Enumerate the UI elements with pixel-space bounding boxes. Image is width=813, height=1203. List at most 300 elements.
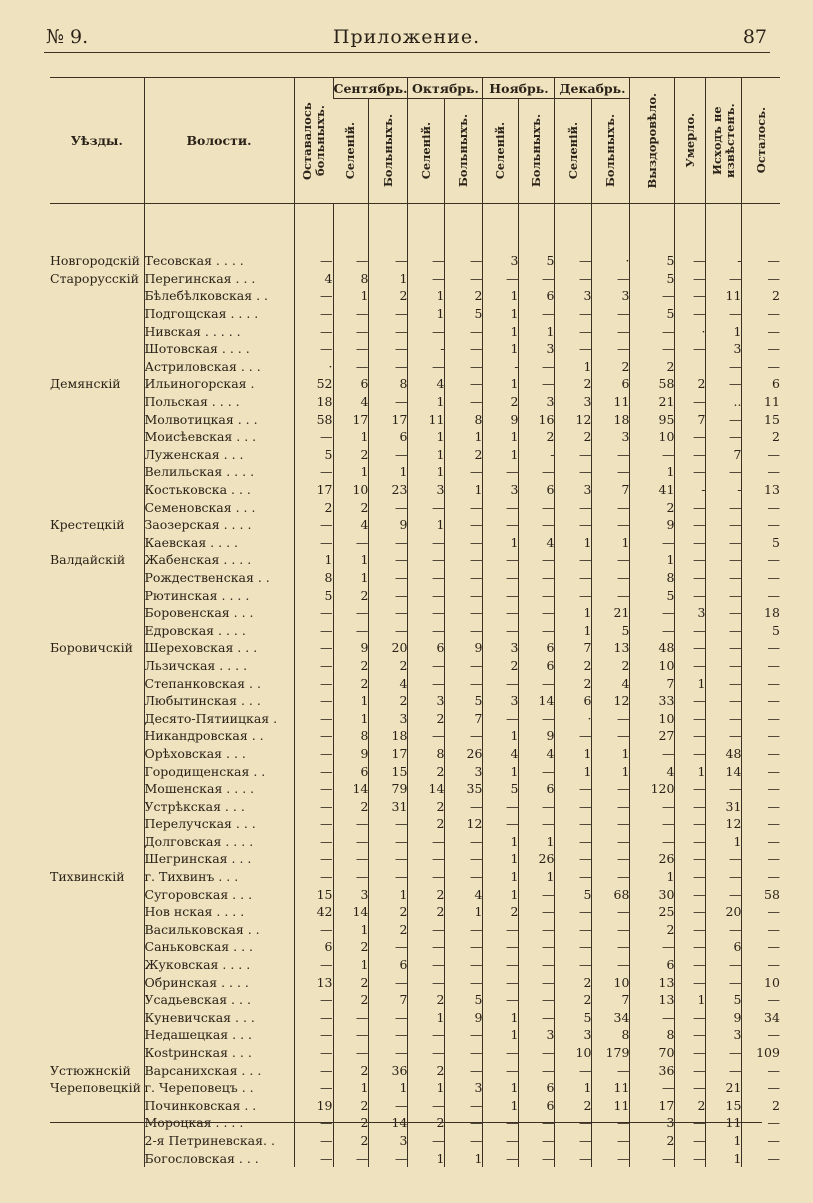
header-month-dec: Декабрь. xyxy=(555,78,630,99)
cell-value: — xyxy=(333,305,369,323)
cell-volost: Льзичская . . . . xyxy=(144,657,294,675)
cell-value: 3 xyxy=(333,885,369,903)
cell-value: 7 xyxy=(630,674,675,692)
cell-value: — xyxy=(445,340,483,358)
cell-value: — xyxy=(483,1114,519,1132)
cell-value: — xyxy=(675,393,706,411)
cell-value: — xyxy=(706,850,742,868)
cell-volost: Недашецкая . . . xyxy=(144,1026,294,1044)
cell-value: — xyxy=(369,973,408,991)
cell-value: — xyxy=(445,657,483,675)
cell-value: 9 xyxy=(519,727,555,745)
cell-value: — xyxy=(675,1044,706,1062)
cell-value: 1 xyxy=(483,762,519,780)
cell-value: — xyxy=(555,850,592,868)
cell-value: — xyxy=(369,938,408,956)
cell-value: — xyxy=(483,938,519,956)
cell-value: - xyxy=(408,340,445,358)
cell-value: 7 xyxy=(706,446,742,464)
cell-value: 2 xyxy=(408,885,445,903)
cell-value: 1 xyxy=(519,833,555,851)
cell-value: — xyxy=(445,938,483,956)
cell-value: — xyxy=(592,780,630,798)
table-body xyxy=(50,204,780,1167)
cell-uezd xyxy=(50,833,144,851)
cell-value: — xyxy=(483,1061,519,1079)
cell-value: — xyxy=(294,709,333,727)
cell-value: 1 xyxy=(483,428,519,446)
cell-value: — xyxy=(519,498,555,516)
cell-value: — xyxy=(408,252,445,270)
cell-value: 58 xyxy=(742,885,780,903)
cell-value: — xyxy=(742,1132,780,1150)
cell-value: 1 xyxy=(294,551,333,569)
cell-value: 1 xyxy=(408,516,445,534)
header-oct-bolnyh: Больныхъ. xyxy=(445,99,483,204)
cell-value: — xyxy=(555,797,592,815)
cell-value: — xyxy=(675,305,706,323)
cell-value: 5 xyxy=(294,446,333,464)
cell-value: — xyxy=(294,1132,333,1150)
cell-value: — xyxy=(742,322,780,340)
cell-value: — xyxy=(445,674,483,692)
cell-value: — xyxy=(333,621,369,639)
cell-value: 2 xyxy=(555,991,592,1009)
table-row xyxy=(50,973,780,991)
cell-value: — xyxy=(483,674,519,692)
cell-value: — xyxy=(294,287,333,305)
cell-value: 2 xyxy=(333,938,369,956)
cell-value: — xyxy=(445,569,483,587)
cell-value: — xyxy=(369,815,408,833)
cell-value: 10 xyxy=(630,657,675,675)
cell-value: · xyxy=(592,252,630,270)
cell-value: 5 xyxy=(630,270,675,288)
cell-value: 6 xyxy=(519,639,555,657)
cell-value: 48 xyxy=(706,745,742,763)
cell-uezd xyxy=(50,850,144,868)
cell-value: — xyxy=(592,903,630,921)
cell-value: — xyxy=(630,797,675,815)
cell-value: — xyxy=(483,551,519,569)
cell-value: — xyxy=(742,358,780,376)
cell-value: — xyxy=(675,516,706,534)
cell-value: 9 xyxy=(445,1009,483,1027)
cell-value: 14 xyxy=(333,780,369,798)
cell-value: — xyxy=(519,1114,555,1132)
cell-value: — xyxy=(483,1132,519,1150)
cell-volost: Бѣлебѣлковская . . xyxy=(144,287,294,305)
cell-value: — xyxy=(742,674,780,692)
header-dec-seleni: Селеній. xyxy=(555,99,592,204)
cell-value: — xyxy=(592,850,630,868)
cell-value: — xyxy=(592,305,630,323)
cell-uezd: Демянскій xyxy=(50,376,121,392)
cell-value: — xyxy=(742,516,780,534)
header-month-sep: Сентябрь. xyxy=(333,78,408,99)
cell-value: 1 xyxy=(445,1149,483,1167)
cell-value: 2 xyxy=(369,657,408,675)
header-sep-seleni: Селеній. xyxy=(333,99,369,204)
cell-value: — xyxy=(555,956,592,974)
cell-value: — xyxy=(555,340,592,358)
cell-value: — xyxy=(555,551,592,569)
table-row xyxy=(50,921,780,939)
cell-value: 1 xyxy=(706,1149,742,1167)
cell-value: — xyxy=(483,815,519,833)
header-month-nov: Ноябрь. xyxy=(483,78,555,99)
cell-value: — xyxy=(483,569,519,587)
cell-value: — xyxy=(445,270,483,288)
cell-value: 2 xyxy=(675,375,706,393)
cell-value: 10 xyxy=(742,973,780,991)
cell-value: 2 xyxy=(333,973,369,991)
cell-value: — xyxy=(369,586,408,604)
cell-value: 2 xyxy=(408,815,445,833)
cell-value: 1 xyxy=(445,903,483,921)
cell-value: — xyxy=(675,252,706,270)
cell-uezd xyxy=(50,727,144,745)
cell-value: 11 xyxy=(592,1079,630,1097)
cell-uezd xyxy=(50,1149,144,1167)
cell-value: — xyxy=(445,393,483,411)
cell-value: — xyxy=(369,252,408,270)
table-row xyxy=(50,393,780,411)
cell-value: 17 xyxy=(369,410,408,428)
cell-value: — xyxy=(742,991,780,1009)
cell-value: — xyxy=(519,463,555,481)
cell-value: — xyxy=(445,850,483,868)
cell-value: — xyxy=(519,797,555,815)
cell-value: — xyxy=(445,1114,483,1132)
cell-value: — xyxy=(630,621,675,639)
cell-value: — xyxy=(706,358,742,376)
cell-value: — xyxy=(675,287,706,305)
cell-volost: Нивская . . . . . xyxy=(144,322,294,340)
cell-value: 26 xyxy=(445,745,483,763)
cell-uezd xyxy=(50,938,144,956)
cell-value: — xyxy=(630,833,675,851)
cell-value: 3 xyxy=(369,709,408,727)
cell-volost: Кostринская . . . xyxy=(144,1044,294,1062)
cell-uezd xyxy=(50,1026,144,1044)
cell-volost: Каевская . . . . xyxy=(144,534,294,552)
cell-value: — xyxy=(742,780,780,798)
cell-value: 6 xyxy=(706,938,742,956)
cell-value: 5 xyxy=(555,885,592,903)
cell-value: — xyxy=(706,516,742,534)
cell-value: 17 xyxy=(630,1097,675,1115)
cell-value: 1 xyxy=(555,762,592,780)
cell-value: 1 xyxy=(408,463,445,481)
cell-value: — xyxy=(706,604,742,622)
cell-volost: Долговская . . . . xyxy=(144,833,294,851)
cell-value: 2 xyxy=(408,797,445,815)
cell-value: 2 xyxy=(555,1097,592,1115)
cell-value: 1 xyxy=(445,428,483,446)
cell-value: — xyxy=(675,446,706,464)
cell-value: 1 xyxy=(483,375,519,393)
cell-value: — xyxy=(555,868,592,886)
cell-value: — xyxy=(592,1132,630,1150)
cell-value: — xyxy=(408,1097,445,1115)
cell-value: — xyxy=(445,956,483,974)
cell-value: 5 xyxy=(445,305,483,323)
cell-value: — xyxy=(742,1114,780,1132)
cell-value: — xyxy=(408,569,445,587)
cell-value: — xyxy=(592,956,630,974)
cell-volost: Васильковская . . xyxy=(144,921,294,939)
cell-value: 1 xyxy=(675,991,706,1009)
cell-value: 6 xyxy=(519,287,555,305)
table-row xyxy=(50,780,780,798)
cell-value: — xyxy=(592,446,630,464)
cell-value: 6 xyxy=(519,780,555,798)
cell-value: — xyxy=(408,973,445,991)
cell-value: — xyxy=(519,516,555,534)
cell-value: — xyxy=(408,1044,445,1062)
cell-value: 5 xyxy=(630,252,675,270)
cell-value: 15 xyxy=(369,762,408,780)
cell-uezd: Устюжнскій xyxy=(50,1062,131,1078)
cell-value: — xyxy=(333,1044,369,1062)
cell-value: — xyxy=(333,252,369,270)
cell-value: 1 xyxy=(333,921,369,939)
table-row xyxy=(50,516,780,534)
cell-value: — xyxy=(369,1149,408,1167)
cell-value: — xyxy=(675,621,706,639)
cell-value: 2 xyxy=(630,498,675,516)
cell-value: — xyxy=(592,1061,630,1079)
cell-value: 1 xyxy=(369,885,408,903)
cell-value: — xyxy=(675,534,706,552)
cell-value: 21 xyxy=(706,1079,742,1097)
cell-value: — xyxy=(369,1044,408,1062)
cell-uezd xyxy=(50,956,144,974)
cell-value: — xyxy=(742,569,780,587)
cell-value: — xyxy=(742,921,780,939)
table-row xyxy=(50,586,780,604)
cell-value: — xyxy=(483,463,519,481)
cell-value: — xyxy=(483,516,519,534)
cell-value: — xyxy=(294,815,333,833)
header-umerlo: Умерло. xyxy=(675,78,706,204)
cell-uezd xyxy=(50,780,144,798)
cell-value: 3 xyxy=(445,762,483,780)
cell-value: — xyxy=(294,1149,333,1167)
cell-value: 10 xyxy=(333,481,369,499)
cell-value: — xyxy=(555,322,592,340)
cell-value: — xyxy=(592,1149,630,1167)
cell-value: 15 xyxy=(294,885,333,903)
cell-volost: Перегинская . . . xyxy=(144,270,294,288)
header-month-oct: Октябрь. xyxy=(408,78,483,99)
cell-value: — xyxy=(369,322,408,340)
cell-value: — xyxy=(555,921,592,939)
cell-value: 7 xyxy=(592,991,630,1009)
table-row xyxy=(50,604,780,622)
cell-value: — xyxy=(519,358,555,376)
cell-value: — xyxy=(445,1026,483,1044)
cell-volost: Шереховская . . . xyxy=(144,639,294,657)
cell-value: 5 xyxy=(445,692,483,710)
cell-value: — xyxy=(555,903,592,921)
cell-value: — xyxy=(333,1009,369,1027)
cell-value: — xyxy=(294,1114,333,1132)
cell-value: 4 xyxy=(592,674,630,692)
cell-value: 14 xyxy=(333,903,369,921)
cell-value: — xyxy=(294,252,333,270)
cell-value: — xyxy=(675,1026,706,1044)
cell-value: 5 xyxy=(706,991,742,1009)
table-row xyxy=(50,270,780,288)
cell-value: — xyxy=(445,727,483,745)
cell-value: — xyxy=(483,956,519,974)
cell-value: — xyxy=(675,498,706,516)
cell-uezd xyxy=(50,446,144,464)
cell-value: — xyxy=(630,446,675,464)
cell-value: 2 xyxy=(630,1132,675,1150)
cell-value: — xyxy=(445,973,483,991)
cell-value: — xyxy=(483,498,519,516)
cell-value: — xyxy=(555,270,592,288)
cell-value: 3 xyxy=(483,252,519,270)
cell-value: 26 xyxy=(519,850,555,868)
cell-value: — xyxy=(742,850,780,868)
cell-uezd: Крестецкій xyxy=(50,517,125,533)
cell-value: 13 xyxy=(630,973,675,991)
cell-volost: Десято-Пятиицкая . xyxy=(144,709,294,727)
cell-volost: Шегринская . . . xyxy=(144,850,294,868)
cell-value: — xyxy=(675,1061,706,1079)
cell-value: 2 xyxy=(333,1114,369,1132)
table-row xyxy=(50,498,780,516)
cell-value: 9 xyxy=(445,639,483,657)
cell-value: — xyxy=(742,797,780,815)
cell-value: — xyxy=(483,709,519,727)
cell-value: 3 xyxy=(445,1079,483,1097)
cell-value: — xyxy=(592,938,630,956)
cell-value: 109 xyxy=(742,1044,780,1062)
cell-value: 21 xyxy=(630,393,675,411)
cell-value: 58 xyxy=(630,375,675,393)
cell-value: — xyxy=(408,498,445,516)
cell-value: — xyxy=(742,938,780,956)
cell-value: — xyxy=(706,780,742,798)
cell-value: — xyxy=(592,868,630,886)
cell-value: — xyxy=(742,340,780,358)
cell-value: — xyxy=(294,428,333,446)
cell-value: 7 xyxy=(445,709,483,727)
cell-value: — xyxy=(369,604,408,622)
cell-value: 18 xyxy=(369,727,408,745)
cell-value: — xyxy=(333,322,369,340)
cell-value: — xyxy=(675,850,706,868)
cell-value: · xyxy=(555,709,592,727)
cell-value: 6 xyxy=(519,481,555,499)
cell-value: — xyxy=(706,674,742,692)
cell-value: 1 xyxy=(675,762,706,780)
table-row xyxy=(50,1009,780,1027)
cell-value: — xyxy=(675,692,706,710)
cell-value: — xyxy=(519,956,555,974)
cell-value: — xyxy=(555,727,592,745)
cell-value: — xyxy=(445,322,483,340)
cell-value: — xyxy=(519,1149,555,1167)
cell-value: 4 xyxy=(333,393,369,411)
cell-value: — xyxy=(675,833,706,851)
cell-value: — xyxy=(630,322,675,340)
page-title: Приложение. xyxy=(332,26,481,48)
cell-value: — xyxy=(445,375,483,393)
cell-value: — xyxy=(592,516,630,534)
cell-value: — xyxy=(555,1114,592,1132)
cell-value: — xyxy=(706,586,742,604)
cell-value: 5 xyxy=(445,991,483,1009)
cell-value: 1 xyxy=(592,762,630,780)
cell-value: 6 xyxy=(369,956,408,974)
cell-value: — xyxy=(483,621,519,639)
cell-uezd: Череповецкій xyxy=(50,1080,141,1096)
cell-value: — xyxy=(445,1044,483,1062)
cell-uezd xyxy=(50,305,144,323)
cell-value: 8 xyxy=(630,569,675,587)
cell-value: — xyxy=(675,709,706,727)
cell-value: 3 xyxy=(592,287,630,305)
cell-value: — xyxy=(519,674,555,692)
cell-volost: Жуковская . . . . xyxy=(144,956,294,974)
table-row xyxy=(50,745,780,763)
cell-volost: Обринская . . . . xyxy=(144,973,294,991)
cell-value: — xyxy=(742,956,780,974)
cell-value: 1 xyxy=(369,270,408,288)
cell-value: 2 xyxy=(742,1097,780,1115)
table-row xyxy=(50,938,780,956)
cell-value: — xyxy=(369,498,408,516)
cell-value: 79 xyxy=(369,780,408,798)
cell-value: — xyxy=(294,305,333,323)
cell-value: 5 xyxy=(630,586,675,604)
cell-value: 1 xyxy=(706,833,742,851)
cell-value: — xyxy=(630,604,675,622)
cell-value: 1 xyxy=(408,446,445,464)
cell-value: — xyxy=(294,1026,333,1044)
cell-volost: Орѣховская . . . xyxy=(144,745,294,763)
cell-value: — xyxy=(294,833,333,851)
cell-value: 10 xyxy=(630,428,675,446)
cell-value: 1 xyxy=(333,956,369,974)
cell-value: 1 xyxy=(408,305,445,323)
cell-value: — xyxy=(519,305,555,323)
cell-value: 1 xyxy=(483,1097,519,1115)
cell-value: — xyxy=(519,921,555,939)
cell-volost: Тесовская . . . . xyxy=(144,252,294,270)
cell-value: 95 xyxy=(630,410,675,428)
cell-value: — xyxy=(675,921,706,939)
cell-value: 4 xyxy=(369,674,408,692)
header-uezd: Уѣзды. xyxy=(50,78,144,204)
cell-value: 4 xyxy=(519,534,555,552)
cell-value: 20 xyxy=(706,903,742,921)
cell-value: — xyxy=(592,1114,630,1132)
cell-value: 120 xyxy=(630,780,675,798)
cell-value: 2 xyxy=(592,657,630,675)
cell-volost: Мошенская . . . . xyxy=(144,780,294,798)
cell-value: 8 xyxy=(408,745,445,763)
cell-value: 17 xyxy=(333,410,369,428)
cell-value: — xyxy=(483,270,519,288)
cell-uezd xyxy=(50,621,144,639)
